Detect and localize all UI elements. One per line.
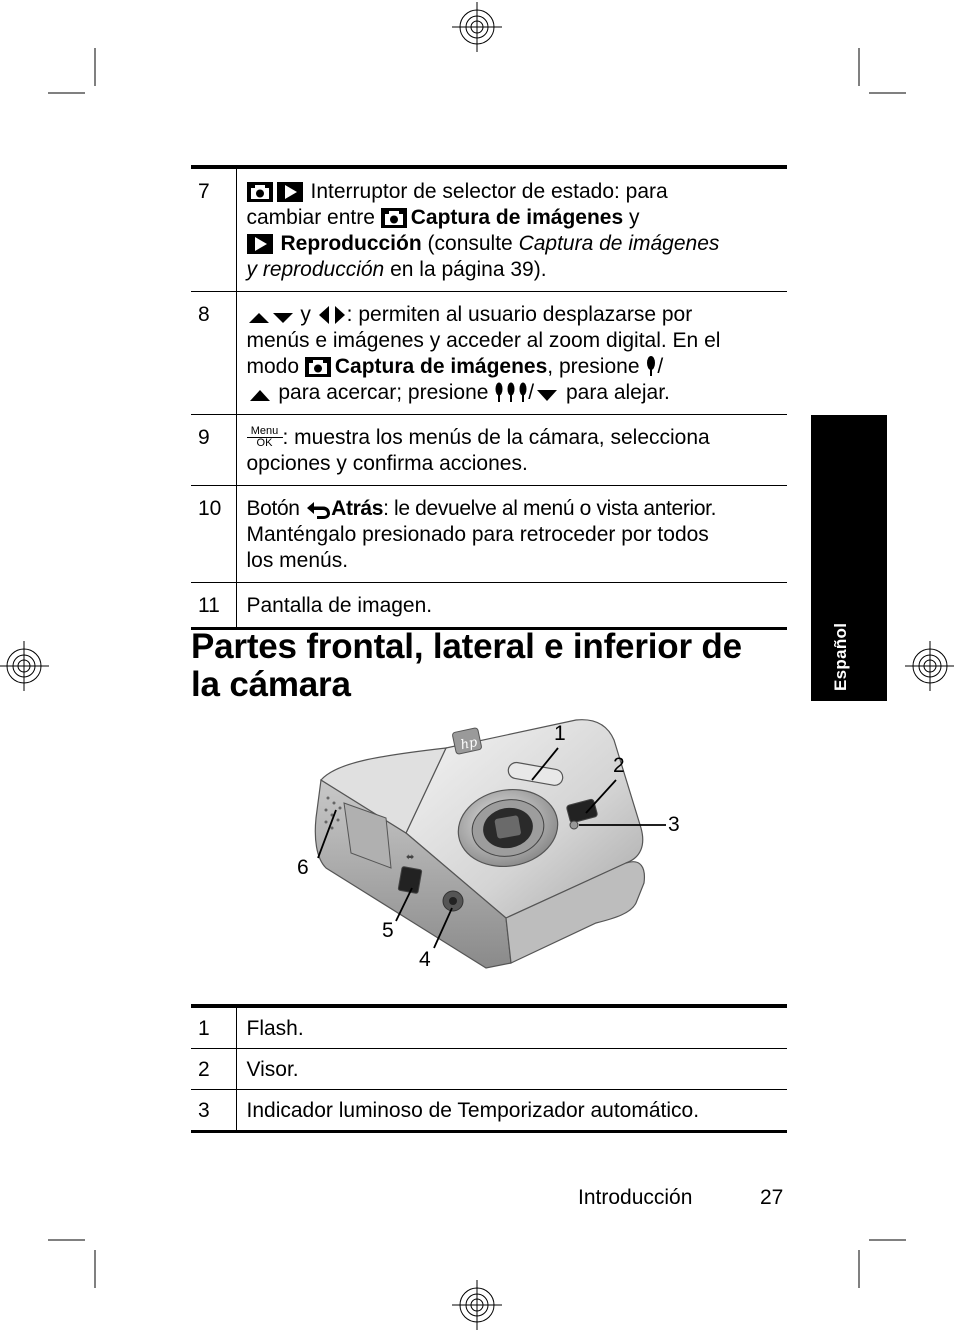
row-number: 11 bbox=[191, 583, 236, 629]
row-number: 3 bbox=[191, 1090, 236, 1132]
back-arrow-icon bbox=[305, 499, 331, 519]
section-heading: Partes frontal, lateral e inferior de la cámara bbox=[191, 627, 742, 704]
row-description: y : permiten al usuario desplazarse por menús e imágenes y acceder al zoom digital. En el modo Captura de imágenes, presione / para acercar; presione / para alejar. bbox=[246, 303, 721, 404]
camera-icon bbox=[305, 357, 331, 377]
lens bbox=[494, 815, 521, 839]
row-description: Interruptor de selector de estado: para cambiar entre Captura de imágenes y Reproducción (consulte Captura de imágenes y reproducción en la página 39). bbox=[246, 180, 720, 281]
parts-table-front bbox=[191, 1004, 787, 1133]
callout-5: 5 bbox=[382, 919, 394, 942]
row-number: 8 bbox=[191, 292, 236, 415]
footer-page-number: 27 bbox=[760, 1186, 784, 1209]
row-description: Indicador luminoso de Temporizador automático. bbox=[246, 1099, 700, 1122]
row-description: Flash. bbox=[246, 1017, 304, 1040]
callout-6: 6 bbox=[297, 856, 309, 879]
row-number: 9 bbox=[191, 415, 236, 486]
callout-2: 2 bbox=[613, 754, 625, 777]
row-number: 1 bbox=[191, 1006, 236, 1049]
camera-illustration bbox=[296, 718, 696, 988]
hp-logo-icon: hp bbox=[459, 735, 479, 754]
camera-icon bbox=[381, 208, 407, 228]
svg-text:⬌: ⬌ bbox=[406, 852, 415, 863]
self-timer-light bbox=[570, 821, 578, 829]
callout-4: 4 bbox=[419, 948, 431, 971]
left-right-arrows-icon bbox=[317, 305, 347, 325]
registration-mark-top bbox=[452, 2, 502, 52]
row-number: 10 bbox=[191, 486, 236, 583]
wide-angle-trees-icon bbox=[494, 381, 528, 403]
table-row bbox=[191, 1006, 787, 1049]
row-description: Pantalla de imagen. bbox=[246, 594, 433, 617]
up-arrow-icon bbox=[247, 387, 273, 403]
row-description: Visor. bbox=[246, 1058, 299, 1081]
registration-mark-right bbox=[905, 641, 954, 691]
table-row bbox=[191, 415, 787, 486]
row-description: Menu OK : muestra los menús de la cámara, selecciona opciones y confirma acciones. bbox=[246, 425, 710, 475]
play-icon bbox=[247, 234, 273, 254]
footer-section-name: Introducción bbox=[578, 1186, 693, 1209]
table-row bbox=[191, 167, 787, 292]
up-down-arrows-icon bbox=[247, 309, 295, 325]
callout-1: 1 bbox=[554, 722, 566, 745]
camera-icon bbox=[247, 182, 273, 202]
table-row bbox=[191, 1049, 787, 1090]
down-arrow-icon bbox=[534, 387, 560, 403]
table-row bbox=[191, 292, 787, 415]
usb-port bbox=[398, 866, 422, 893]
registration-mark-left bbox=[0, 641, 49, 691]
play-icon bbox=[277, 182, 303, 202]
callout-3: 3 bbox=[668, 813, 680, 836]
row-number: 7 bbox=[191, 167, 236, 292]
table-row bbox=[191, 583, 787, 629]
menu-ok-icon: Menu OK bbox=[247, 426, 283, 449]
language-side-tab bbox=[811, 415, 887, 701]
row-number: 2 bbox=[191, 1049, 236, 1090]
telephoto-tree-icon bbox=[645, 355, 657, 377]
table-row bbox=[191, 1090, 787, 1132]
table-row bbox=[191, 486, 787, 583]
side-tab-label: Español bbox=[831, 622, 850, 691]
controls-table-back bbox=[191, 165, 787, 630]
row-description: Botón Atrás: le devuelve al menú o vista anterior. Manténgalo presionado para retroceder por todos los menús. bbox=[246, 497, 717, 572]
registration-mark-bottom bbox=[452, 1280, 502, 1330]
